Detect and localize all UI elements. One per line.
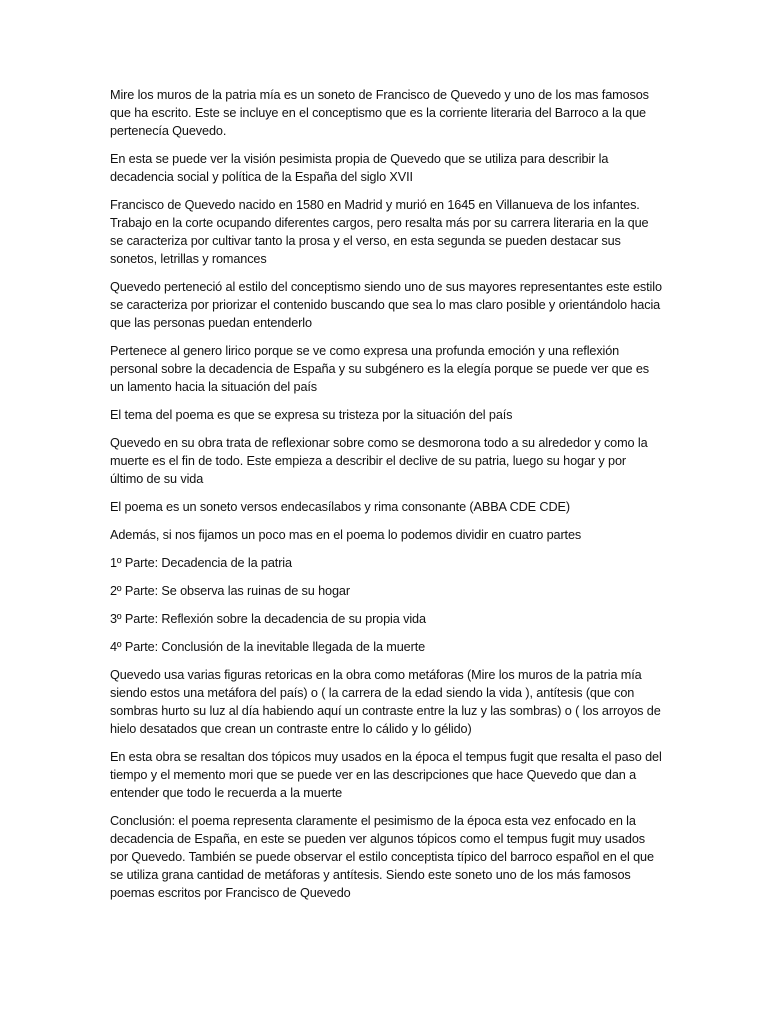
paragraph-pessimism: En esta se puede ver la visión pesimista propia de Quevedo que se utiliza para describir la decadencia social y política de la España del siglo XVII xyxy=(110,152,609,184)
paragraph-author-bio: Francisco de Quevedo nacido en 1580 en Madrid y murió en 1645 en Villanueva de los infantes. Trabajo en la corte ocupando diferentes cargos, pero resalta más por su carrera literaria en la que se caracteriza por cultivar tanto la prosa y el verso, en esta segunda se pueden destacar sus sonetos, letrillas y romances xyxy=(110,198,649,266)
paragraph-part-1: 1º Parte: Decadencia de la patria xyxy=(110,556,292,570)
paragraph-reflection: Quevedo en su obra trata de reflexionar sobre como se desmorona todo a su alrededor y como la muerte es el fin de todo. Este empieza a describir el declive de su patria, luego su hogar y por último de su vida xyxy=(110,436,648,486)
paragraph-genre: Pertenece al genero lirico porque se ve como expresa una profunda emoción y una reflexión personal sobre la decadencia de España y su subgénero es la elegía porque se puede ver que es un lamento hacia la situación del país xyxy=(110,344,650,394)
paragraph-topics: En esta obra se resaltan dos tópicos muy usados en la época el tempus fugit que resalta el paso del tiempo y el memento mori que se puede ver en las descripciones que hace Quevedo que dan a entender que todo le recuerda a la muerte xyxy=(110,750,662,800)
paragraph-intro: Mire los muros de la patria mía es un soneto de Francisco de Quevedo y uno de los mas famosos que ha escrito. Este se incluye en el conceptismo que es la corriente literaria del Barroco a la que pertenecía Quevedo. xyxy=(110,88,649,138)
paragraph-figures: Quevedo usa varias figuras retoricas en la obra como metáforas (Mire los muros de la patria mía siendo estos una metáfora del país) o ( la carrera de la edad siendo la vida ), antítesis (que con sombras hurto su luz al día habiendo aquí un contraste entre la luz y las sombras) o ( los arroyos de hielo desatados que crean un contraste entre lo cálido y lo gélido) xyxy=(110,668,661,736)
paragraph-metrics: El poema es un soneto versos endecasílabos y rima consonante (ABBA CDE CDE) xyxy=(110,500,570,514)
document-body xyxy=(110,86,662,912)
paragraph-part-4: 4º Parte: Conclusión de la inevitable llegada de la muerte xyxy=(110,640,426,654)
paragraph-division: Además, si nos fijamos un poco mas en el poema lo podemos dividir en cuatro partes xyxy=(110,528,582,542)
paragraph-conclusion: Conclusión: el poema representa claramente el pesimismo de la época esta vez enfocado en la decadencia de España, en este se pueden ver algunos tópicos como el tempus fugit muy usados por Quevedo. También se puede observar el estilo conceptista típico del barroco español en el que se utiliza grana cantidad de metáforas y antítesis. Siendo este soneto uno de los más famosos poemas escritos por Francisco de Quevedo xyxy=(110,814,654,900)
paragraph-conceptismo: Quevedo perteneció al estilo del conceptismo siendo uno de sus mayores representantes este estilo se caracteriza por priorizar el contenido buscando que sea lo mas claro posible y orientándolo hacia que las personas puedan entenderlo xyxy=(110,280,662,330)
paragraph-theme: El tema del poema es que se expresa su tristeza por la situación del país xyxy=(110,408,513,422)
paragraph-part-3: 3º Parte: Reflexión sobre la decadencia de su propia vida xyxy=(110,612,426,626)
paragraph-part-2: 2º Parte: Se observa las ruinas de su hogar xyxy=(110,584,350,598)
